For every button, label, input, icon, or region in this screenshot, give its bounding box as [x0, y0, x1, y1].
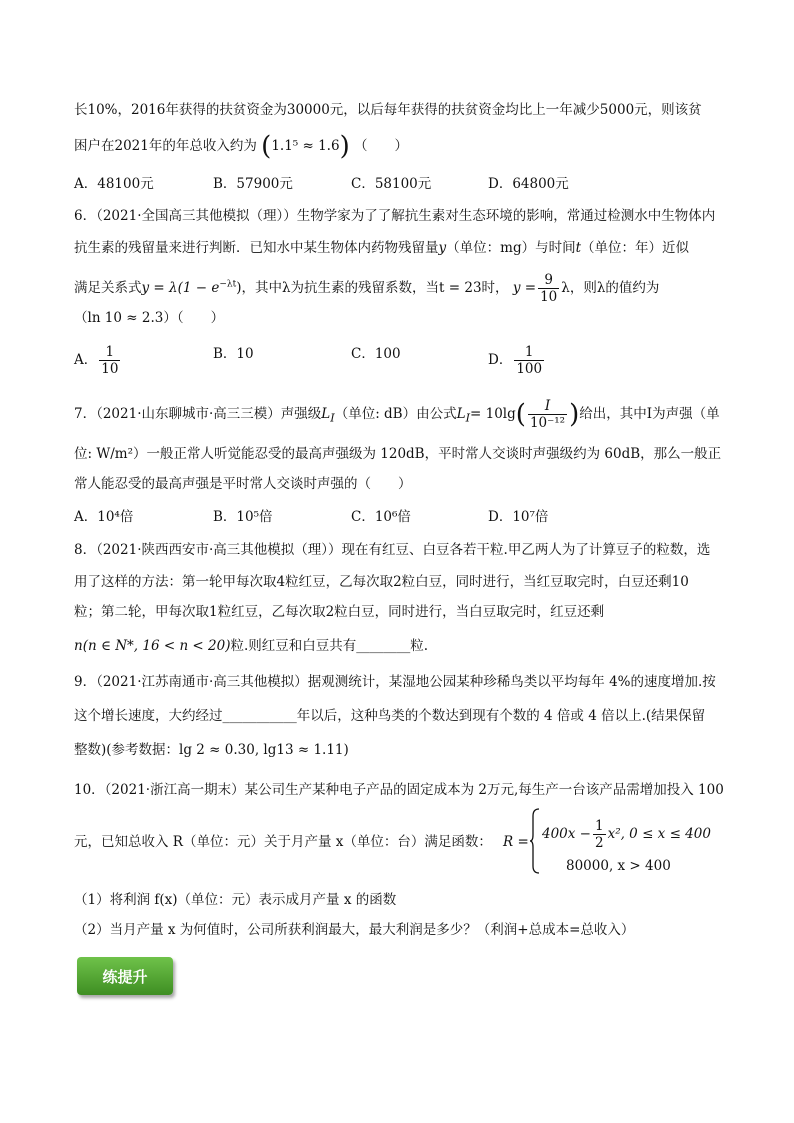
p8-line3: 粒；第二轮，甲每次取1粒红豆，乙每次取2粒白豆，同时进行，当白豆取完时，红豆还剩	[74, 604, 605, 620]
p7-option-c: C．10⁶倍	[351, 509, 411, 525]
p10-case-2: 80000, x > 400	[566, 858, 671, 874]
p7-option-a: A．10⁴倍	[74, 509, 134, 525]
p6-line3: 满足关系式$y = \lambda(1 - e^{-\lambda t})$，其中λ为抗生素的残留系数，当t = 23时， y = $\frac{9}{10}$ λ，则λ的值约为	[74, 272, 660, 305]
p9-line3: 整数)(参考数据：lg 2 ≈ 0.30, lg13 ≈ 1.11)	[74, 742, 349, 758]
p10-line1: 10．（2021·浙江高一期末）某公司生产某种电子产品的固定成本为 2万元,每生产一台该产品需增加投入 100	[74, 782, 724, 798]
p10-question-2: （2）当月产量 x 为何值时，公司所获利润最大，最大利润是多少？（利润+总成本=总收入）	[74, 922, 635, 938]
p5-option-c: C．58100元	[351, 176, 432, 192]
p8-line1: 8．（2021·陕西西安市·高三其他模拟（理））现在有红豆、白豆各若干粒.甲乙两人为了计算豆子的粒数，选	[74, 542, 711, 558]
p7-option-b: B．10⁵倍	[213, 509, 273, 525]
p10-r-equals: R =	[503, 834, 529, 850]
p5-formula: 1.1⁵ ≈ 1.6	[271, 138, 340, 154]
p6-line4: （ln 10 ≈ 2.3）（ ）	[74, 310, 225, 326]
p10-question-1: （1）将利润 f(x)（单位：元）表示成月产量 x 的函数	[74, 892, 397, 908]
p7-line1: 7．（2021·山东聊城市·高三三模）声强级$L_I$（单位: dB）由公式$L_I= 10\lg$( $\frac{I}{\text{10⁻¹²}}$ )给出，其中I为声强（单	[74, 398, 720, 431]
p10-line2: 元，已知总收入 R（单位：元）关于月产量 x（单位：台）满足函数：	[74, 834, 492, 850]
p6-option-c: C．100	[351, 346, 401, 362]
p10-case-1: 400x − $\frac{1}{2}$ x², 0 ≤ x ≤ 400	[542, 818, 711, 851]
p5-option-b: B．57900元	[213, 176, 293, 192]
p6-fraction: $\frac{9}{10}$	[540, 272, 558, 305]
p6-line1: 6．（2021·全国高三其他模拟（理））生物学家为了了解抗生素对生态环境的影响，常通过检测水中生物体内	[74, 208, 716, 224]
p5-option-a: A．48100元	[74, 176, 154, 192]
p8-line4: n(n ∈ N*, 16 < n < 20)粒.则红豆和白豆共有________粒.	[74, 638, 429, 654]
piecewise-brace	[530, 808, 540, 874]
p7-line3: 常人能忍受的最高声强是平时常人交谈时声强的（ ）	[74, 476, 412, 492]
p7-line2: 位: W/m²）一般正常人听觉能忍受的最高声强级为 120dB，平时常人交谈时声强级约为 60dB，那么一般正	[74, 446, 722, 462]
p5-line2: 困户在2021年的年总收入约为 (1.1⁵ ≈ 1.6) （ ）	[74, 131, 409, 162]
p6-option-a: A． $\frac{1}{10}$	[74, 344, 119, 377]
p7-fraction: $\frac{I}{\text{10⁻¹²}}$	[529, 398, 566, 431]
p9-line2: 这个增长速度，大约经过___________年以后，这种鸟类的个数达到现有个数的 4 倍或 4 倍以上.(结果保留	[74, 708, 706, 724]
p5-line1: 长10%，2016年获得的扶贫资金为30000元，以后每年获得的扶贫资金均比上一年减少5000元，则该贫	[74, 102, 702, 118]
p7-option-d: D．10⁷倍	[488, 509, 549, 525]
p6-line2: 抗生素的残留量来进行判断．已知水中某生物体内药物残留量y（单位：mg）与时间t（单位：年）近似	[74, 240, 690, 256]
practice-improve-button[interactable]: 练提升	[77, 957, 173, 995]
p9-line1: 9．（2021·江苏南通市·高三其他模拟）据观测统计，某湿地公园某种珍稀鸟类以平均每年 4%的速度增加.按	[74, 674, 716, 690]
p6-option-b: B．10	[213, 346, 254, 362]
p6-option-d: D． $\frac{1}{100}$	[488, 344, 543, 377]
p5-option-d: D．64800元	[488, 176, 569, 192]
p8-line2: 用了这样的方法：第一轮甲每次取4粒红豆，乙每次取2粒白豆，同时进行，当红豆取完时，白豆还剩10	[74, 574, 689, 590]
